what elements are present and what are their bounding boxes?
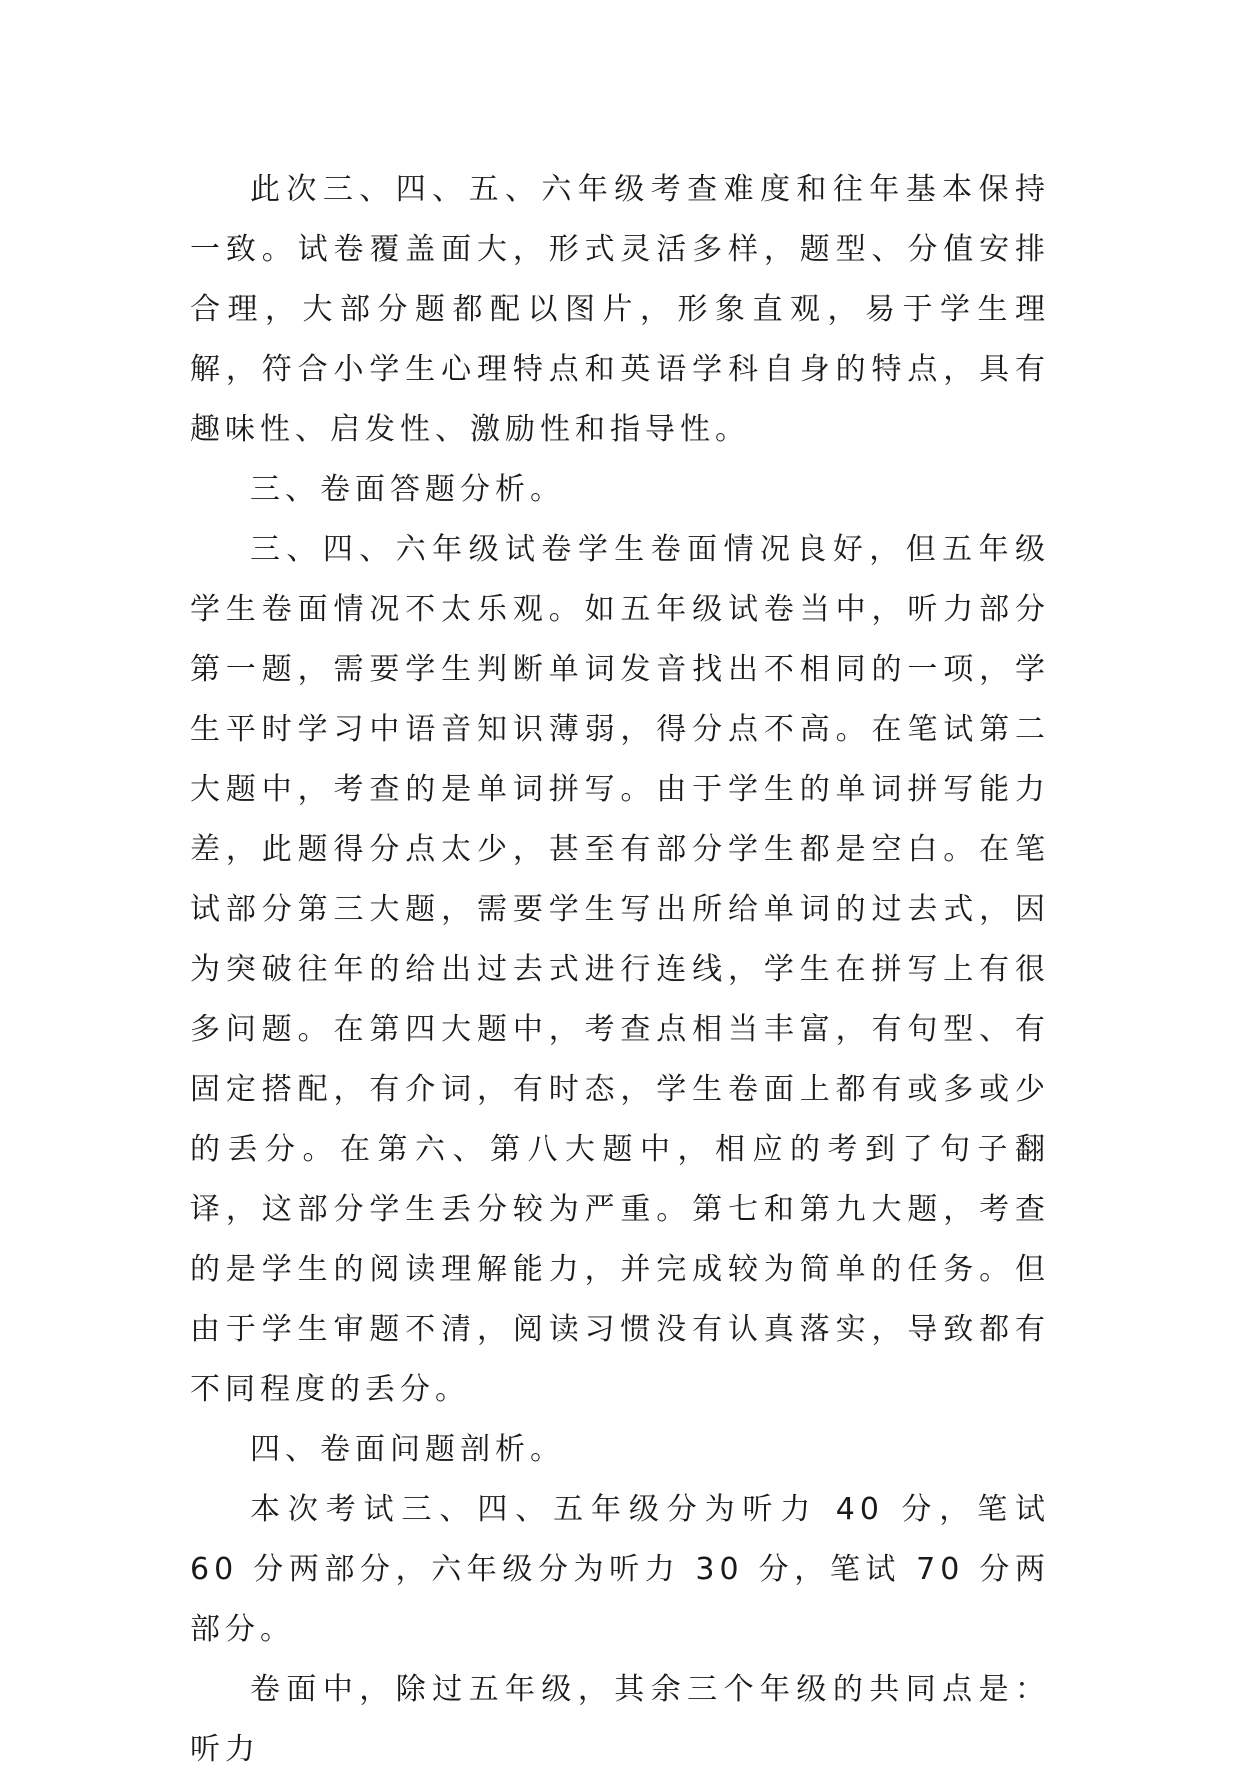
section-heading-problem-analysis: 四、卷面问题剖析。 (250, 1432, 565, 1467)
document-body (190, 160, 1050, 1780)
paragraph-difficulty-overview: 此次三、四、五、六年级考查难度和往年基本保持一致。试卷覆盖面大，形式灵活多样，题型、分值安排合理，大部分题都配以图片，形象直观，易于学生理解，符合小学生心理特点和英语学科自身的特点，具有趣味性、启发性、激励性和指导性。 (190, 172, 1050, 447)
paragraph-common-points: 卷面中，除过五年级，其余三个年级的共同点是：听力 (190, 1672, 1050, 1767)
section-heading-answer-analysis: 三、卷面答题分析。 (250, 472, 565, 507)
paragraph-score-distribution: 本次考试三、四、五年级分为听力 40 分，笔试 60 分两部分，六年级分为听力 30 分，笔试 70 分两部分。 (190, 1492, 1050, 1647)
paragraph-answer-analysis: 三、四、六年级试卷学生卷面情况良好，但五年级学生卷面情况不太乐观。如五年级试卷当中，听力部分第一题，需要学生判断单词发音找出不相同的一项，学生平时学习中语音知识薄弱，得分点不高。在笔试第二大题中，考查的是单词拼写。由于学生的单词拼写能力差，此题得分点太少，甚至有部分学生都是空白。在笔试部分第三大题，需要学生写出所给单词的过去式，因为突破往年的给出过去式进行连线，学生在拼写上有很多问题。在第四大题中，考查点相当丰富，有句型、有固定搭配，有介词，有时态，学生卷面上都有或多或少的丢分。在第六、第八大题中，相应的考到了句子翻译，这部分学生丢分较为严重。第七和第九大题，考查的是学生的阅读理解能力，并完成较为简单的任务。但由于学生审题不清，阅读习惯没有认真落实，导致都有不同程度的丢分。 (190, 532, 1050, 1407)
